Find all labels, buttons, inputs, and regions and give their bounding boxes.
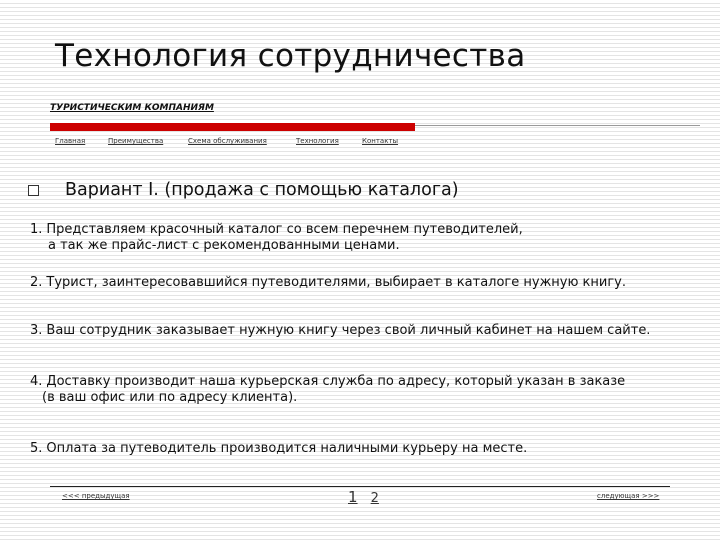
page-link-2[interactable]: 2 bbox=[370, 491, 379, 506]
item-number: 5. bbox=[30, 441, 43, 456]
square-bullet-icon bbox=[28, 185, 39, 196]
main-nav bbox=[50, 137, 450, 149]
prev-page-link[interactable]: <<< предыдущая bbox=[62, 492, 130, 500]
divider-line bbox=[415, 125, 700, 126]
section-heading: Вариант I. (продажа с помощью каталога) bbox=[65, 180, 459, 200]
list-item bbox=[30, 374, 625, 406]
item-text-continued: а так же прайс-лист с рекомендованными ценами. bbox=[48, 238, 400, 253]
next-page-link[interactable]: следующая >>> bbox=[597, 492, 660, 500]
list-item bbox=[30, 323, 650, 339]
page-link-1[interactable]: 1 bbox=[348, 488, 358, 506]
item-text: Оплата за путеводитель производится наличными курьеру на месте. bbox=[46, 441, 528, 456]
item-number: 1. bbox=[30, 222, 43, 237]
item-text: Представляем красочный каталог со всем перечнем путеводителей, bbox=[46, 222, 523, 237]
nav-link-technology[interactable]: Технология bbox=[296, 137, 339, 145]
nav-link-home[interactable]: Главная bbox=[55, 137, 86, 145]
nav-link-contacts[interactable]: Контакты bbox=[362, 137, 399, 145]
nav-link-service-scheme[interactable]: Схема обслуживания bbox=[188, 137, 267, 145]
page-title: Технология сотрудничества bbox=[55, 38, 526, 74]
pagination bbox=[348, 487, 387, 506]
item-number: 3. bbox=[30, 323, 43, 338]
item-text: Доставку производит наша курьерская служба по адресу, который указан в заказе bbox=[46, 374, 626, 389]
list-item bbox=[30, 275, 626, 291]
item-text: Ваш сотрудник заказывает нужную книгу через свой личный кабинет на нашем сайте. bbox=[46, 323, 651, 338]
item-text: Турист, заинтересовавшийся путеводителями, выбирает в каталоге нужную книгу. bbox=[46, 275, 627, 290]
nav-link-advantages[interactable]: Преимущества bbox=[108, 137, 164, 145]
item-number: 2. bbox=[30, 275, 43, 290]
list-item bbox=[30, 441, 527, 457]
accent-bar bbox=[50, 123, 415, 131]
page-subtitle: ТУРИСТИЧЕСКИМ КОМПАНИЯМ bbox=[50, 103, 214, 113]
item-number: 4. bbox=[30, 374, 43, 389]
item-text-continued: (в ваш офис или по адресу клиента). bbox=[42, 390, 298, 405]
list-item bbox=[30, 222, 523, 254]
